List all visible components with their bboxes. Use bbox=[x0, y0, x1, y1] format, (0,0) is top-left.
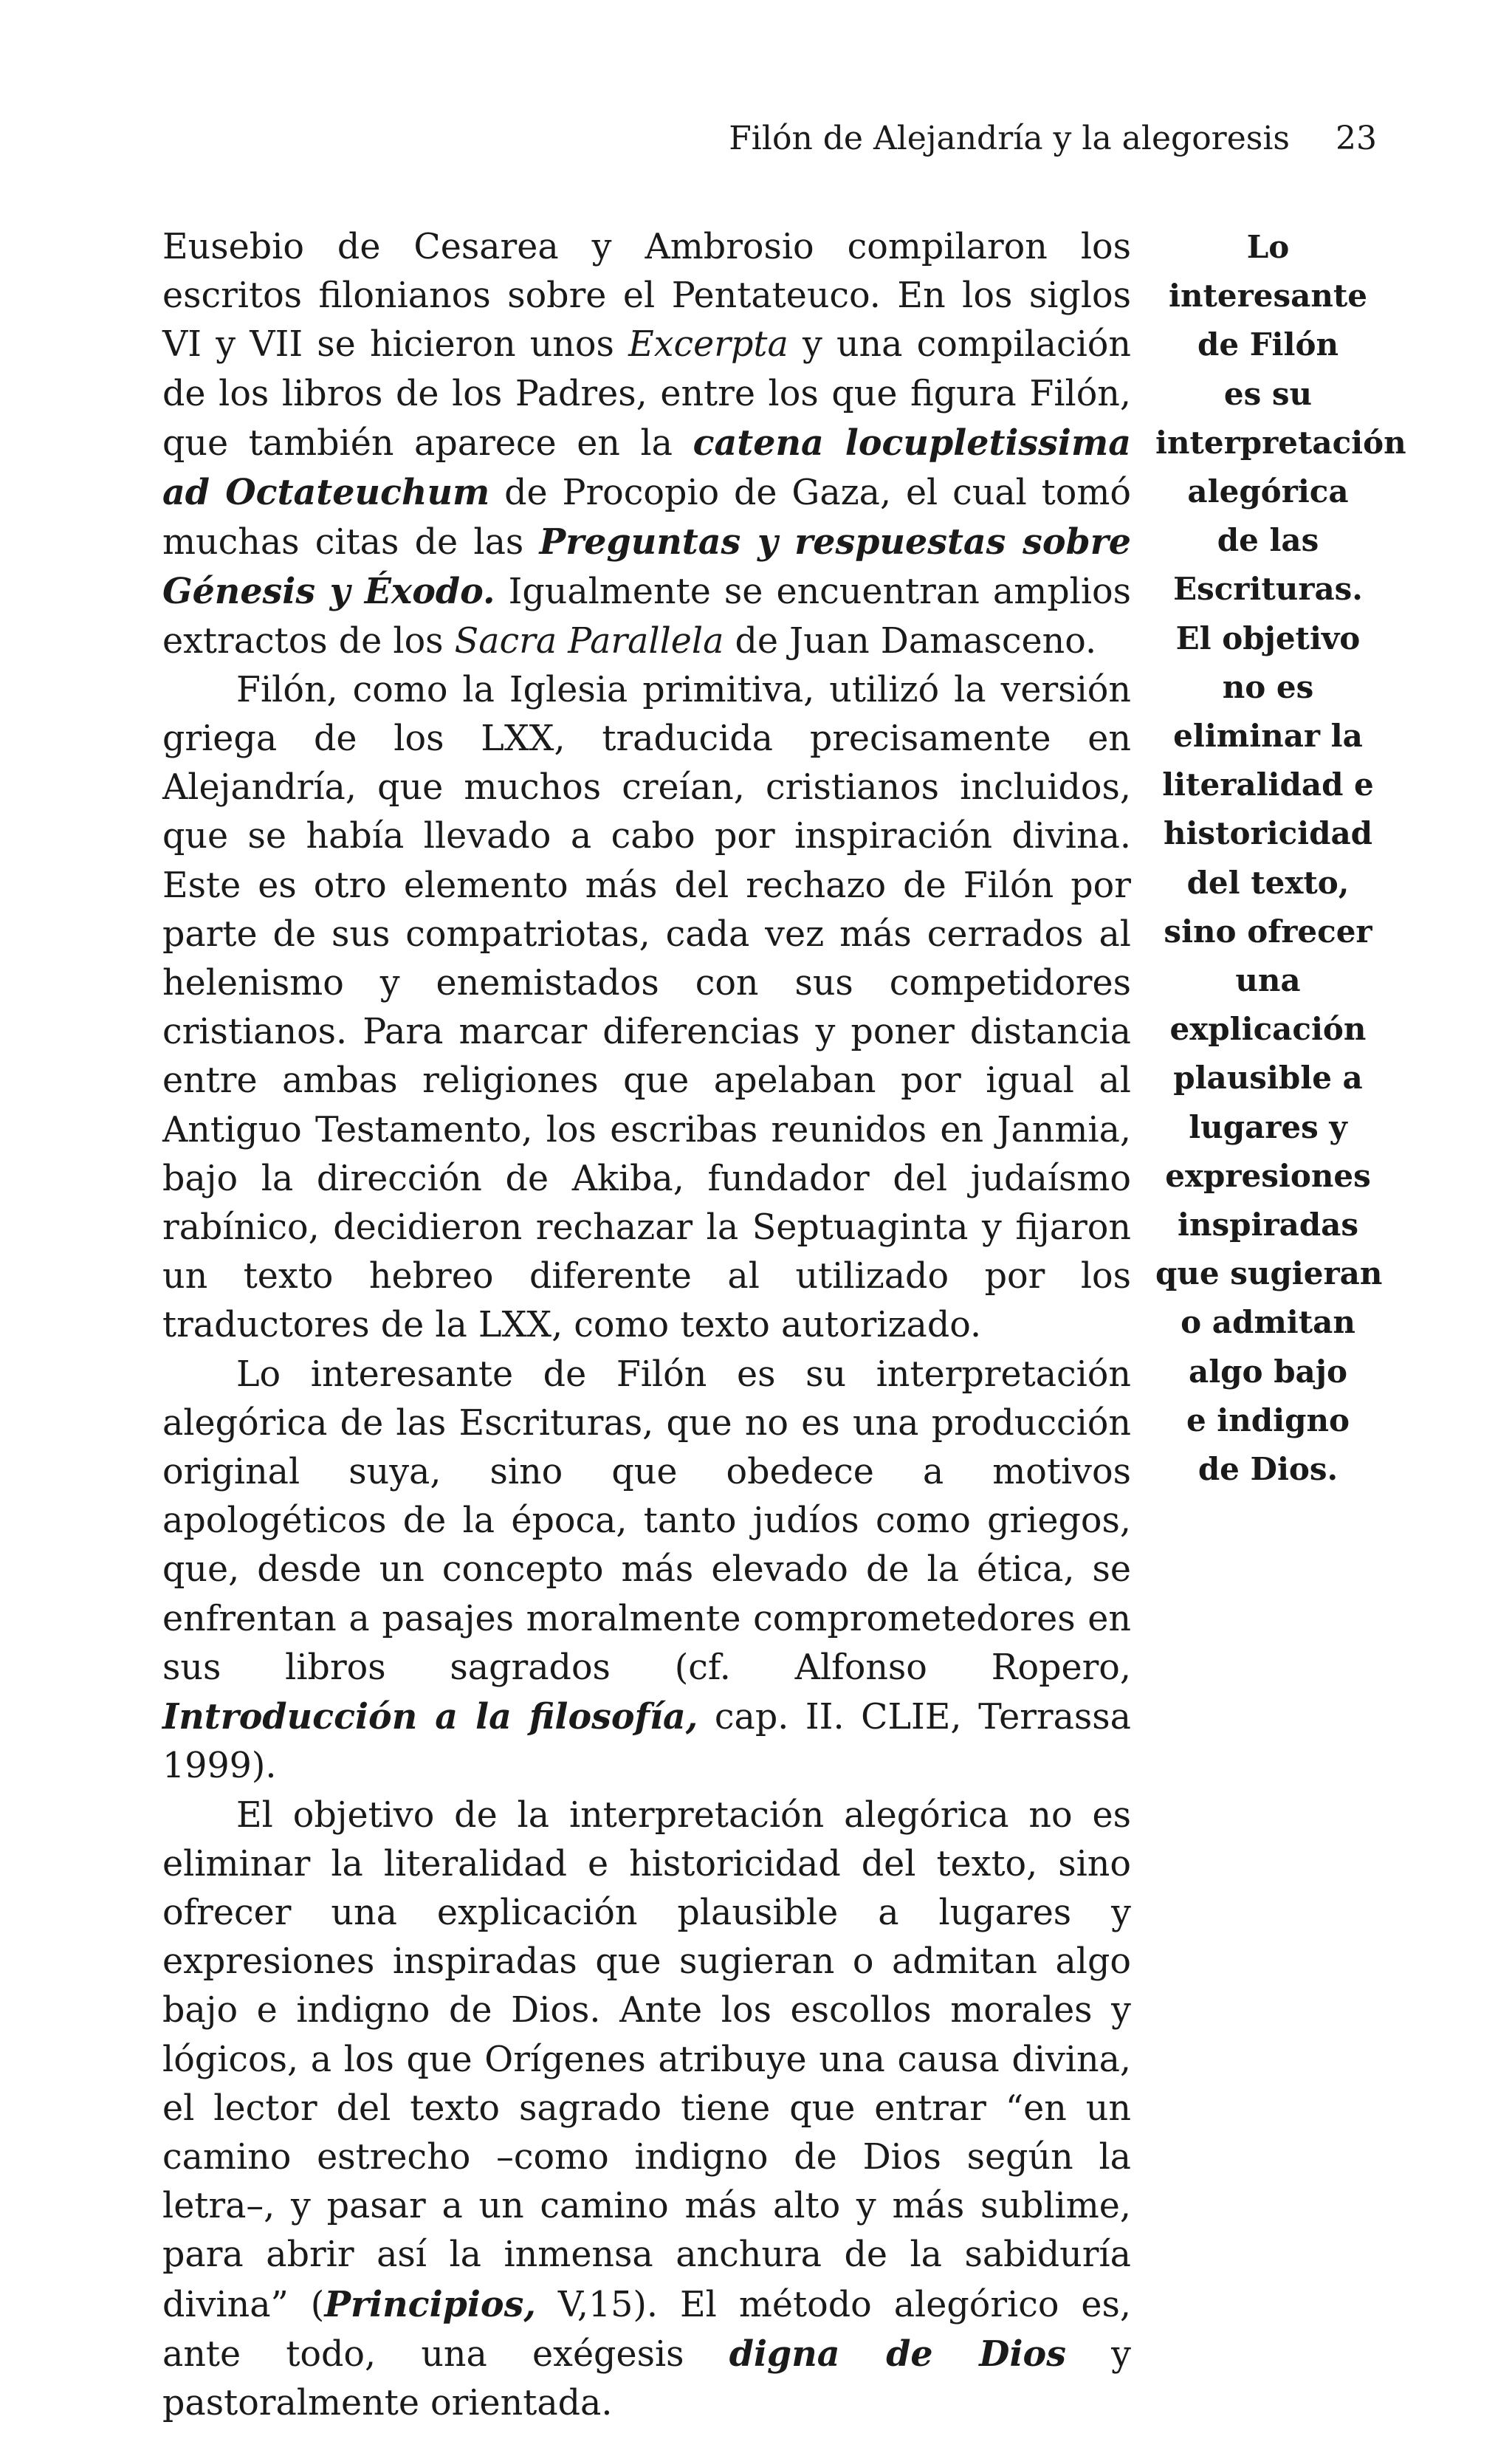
running-title: Filón de Alejandría y la alegoresis bbox=[729, 120, 1290, 157]
paragraph-4-text-2: V,15). El método alegórico es, ante todo, una exégesis bbox=[162, 2284, 1131, 2375]
paragraph-2: Filón, como la Iglesia primitiva, utilizó la versión griega de los LXX, traducida precisamente en Alejandría, que muchos creían, cristianos incluidos, que se había llevado a cabo por inspiración divina. Este es otro elemento más del rechazo de Filón por parte de sus compatriotas, cada vez más cerrados al helenismo y enemistados con sus competidores cristianos. Para marcar diferencias y poner distancia entre ambas religiones que apelaban por igual al Antiguo Testamento, los escribas reunidos en Janmia, bajo la dirección de Akiba, fundador del judaísmo rabínico, decidieron rechazar la Septuaginta y fijaron un texto hebreo diferente al utilizado por los traductores de la LXX, como texto autorizado. bbox=[162, 669, 1131, 1346]
pull-quote-line: explicación bbox=[1169, 1011, 1367, 1048]
pull-quote-line: algo bajo bbox=[1189, 1353, 1347, 1390]
paragraph-3-text-1: Lo interesante de Filón es su interpretación alegórica de las Escrituras, que no es una producción original suya, sino que obedece a motivos apologéticos de la época, tanto judíos como griegos, que, desde un concepto más elevado de la ética, se enfrentan a pasajes moralmente comprometedores en sus libros sagrados (cf. Alfonso Ropero, bbox=[162, 1354, 1131, 1688]
paragraph-4-text-1: El objetivo de la interpretación alegórica no es eliminar la literalidad e historicidad del texto, sino ofrecer una explicación plausible a lugares y expresiones inspiradas que sugieran o admitan algo bajo e indigno de Dios. Ante los escollos morales y lógicos, a los que Orígenes atribuye una causa divina, el lector del texto sagrado tiene que entrar “en un camino estrecho –como indigno de Dios según la letra–, y pasar a un camino más alto y más sublime, para abrir así la inmensa anchura de la sabiduría divina” ( bbox=[162, 1794, 1131, 2325]
pull-quote-line: El objetivo bbox=[1175, 620, 1361, 656]
pull-quote-line: no es bbox=[1222, 668, 1314, 705]
main-text-column bbox=[162, 223, 1131, 2428]
pull-quote-line: de Dios. bbox=[1197, 1451, 1339, 1488]
pull-quote-line: literalidad e bbox=[1162, 766, 1374, 803]
pull-quote-line: o admitan bbox=[1181, 1304, 1355, 1341]
pull-quote-line: sino ofrecer bbox=[1164, 913, 1372, 950]
paragraph-1-italic-excerpta: Excerpta bbox=[628, 324, 788, 366]
pull-quote-line: alegórica bbox=[1187, 473, 1349, 510]
pull-quote-line: de las bbox=[1217, 522, 1319, 559]
paragraph-4-italic-digna-de-dios: digna de Dios bbox=[729, 2333, 1066, 2375]
pull-quote-line: interesante bbox=[1169, 278, 1367, 315]
pull-quote-line: lugares y bbox=[1189, 1108, 1347, 1145]
pull-quote-line: expresiones bbox=[1165, 1157, 1371, 1194]
paragraph-1-italic-preguntas: Preguntas y respuestas sobre Génesis y Éxodo. bbox=[162, 521, 1131, 613]
pull-quote-line: de Filón bbox=[1197, 326, 1339, 363]
pull-quote-line: es su bbox=[1223, 375, 1313, 412]
paragraph-1-text-1: Eusebio de Cesarea y Ambrosio compilaron los escritos filonianos sobre el Pentateuco. En los siglos VI y VII se hicieron unos bbox=[162, 227, 1131, 366]
pull-quote-line: Escrituras. bbox=[1173, 571, 1363, 608]
pull-quote-line: e indigno bbox=[1186, 1402, 1350, 1438]
pull-quote-line: Lo bbox=[1246, 229, 1290, 265]
pull-quote-line: interpretación bbox=[1155, 424, 1406, 461]
pull-quote-line: inspiradas bbox=[1177, 1207, 1359, 1243]
margin-pull-quote bbox=[1155, 223, 1406, 1494]
paragraph-1-italic-catena: catena locupletissima ad Octateuchum bbox=[162, 422, 1131, 514]
running-header bbox=[162, 118, 1377, 159]
paragraph-4-text-3: y pastoralmente orientada. bbox=[162, 2333, 1131, 2423]
pull-quote-line: eliminar la bbox=[1173, 718, 1363, 755]
paragraph-1-text-3: de Procopio de Gaza, el cual tomó muchas citas de las bbox=[162, 473, 1131, 563]
paragraph-4 bbox=[162, 1791, 1131, 2429]
paragraph-3-text-2: cap. II. CLIE, Terrassa 1999). bbox=[162, 1697, 1132, 1787]
paragraph-3 bbox=[162, 1351, 1131, 1791]
paragraph-4-italic-principios: Principios, bbox=[324, 2283, 536, 2325]
paragraph-1-text-5: de Juan Damasceno. bbox=[724, 620, 1097, 662]
pull-quote-line: historicidad bbox=[1163, 815, 1373, 852]
paragraph-1-text-2: y una compilación de los libros de los Padres, entre los que figura Filón, que también aparece en la bbox=[162, 324, 1131, 464]
pull-quote-line: plausible a bbox=[1173, 1060, 1363, 1097]
pull-quote-line: del texto, bbox=[1186, 864, 1350, 901]
paragraph-1-text-4: Igualmente se encuentran amplios extractos de los bbox=[162, 572, 1131, 662]
paragraph-1 bbox=[162, 223, 1131, 666]
paragraph-1-italic-sacra-parallela: Sacra Parallela bbox=[454, 620, 724, 662]
paragraph-3-italic-introduccion: Introducción a la filosofía, bbox=[162, 1696, 698, 1738]
page-number: 23 bbox=[1336, 120, 1377, 157]
pull-quote-line: una bbox=[1235, 962, 1301, 999]
pull-quote-line: que sugieran bbox=[1155, 1255, 1383, 1292]
